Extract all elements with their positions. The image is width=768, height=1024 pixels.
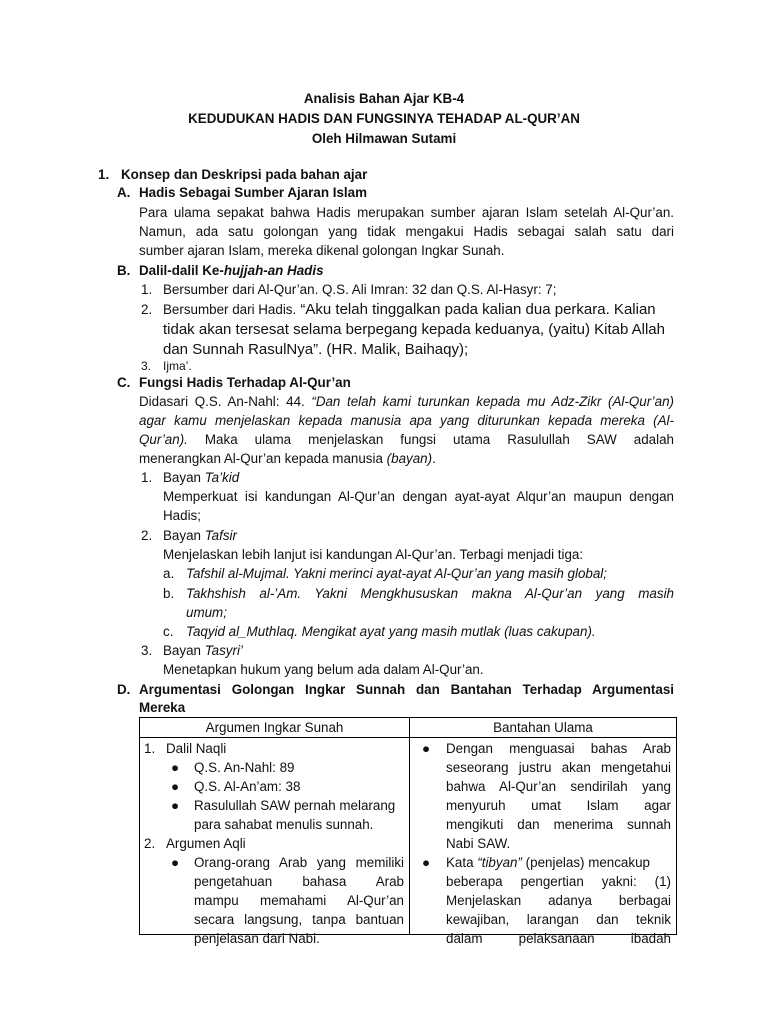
paragraph-c-line-1 [139, 392, 674, 411]
bantahan-1-line-3: bahwa Al-Qur’an sendirilah yang [446, 779, 671, 794]
paragraph-c-line-2: agar kamu menjelaskan kepada manusia apa yang diturunkan kepada mereka (Al- [139, 413, 674, 428]
sub-a-letter: a. [163, 566, 175, 581]
argumen-bullet-4-line-1: Orang-orang Arab yang memiliki [194, 855, 404, 870]
bantahan-1-line-6: Nabi SAW. [446, 836, 511, 851]
subsection-a-letter: A. [117, 185, 131, 200]
bantahan-2-line-1-c: (penjelas) mencakup [525, 855, 650, 870]
argumen-2-num: 2. [144, 836, 156, 851]
subsection-d-title-line-1: Argumentasi Golongan Ingkar Sunnah dan Bantahan Terhadap Argumentasi [139, 682, 674, 697]
argumen-bullet-3-line-1: Rasulullah SAW pernah melarang [194, 798, 396, 813]
argumen-bullet-2: Q.S. Al-An’am: 38 [194, 779, 301, 794]
bayan-2-desc: Menjelaskan lebih lanjut isi kandungan Al-Qur’an. Terbagi menjadi tiga: [163, 547, 584, 562]
bullet-icon: ● [422, 741, 431, 756]
bayan-1-num: 1. [141, 470, 153, 485]
bantahan-1-line-2: seseorang justru akan mengetahui [446, 760, 671, 775]
bayan-1-title-a: Bayan [163, 470, 201, 485]
list-b-2-quote-a: “Aku telah tinggalkan pada kalian dua perkara. Kalian [300, 301, 656, 318]
bantahan-2-line-5: dalam pelaksanaan ibadah [446, 931, 671, 946]
paragraph-a-line-3: sumber ajaran Islam, mereka dikenal golongan Ingkar Sunah. [139, 243, 505, 258]
bantahan-2-line-1 [446, 853, 650, 872]
subsection-b-title-a: Dalil-dalil Ke- [139, 263, 224, 278]
bayan-1-title-b: Ta’kid [204, 470, 240, 485]
argumen-2-heading: Argumen Aqli [166, 836, 246, 851]
sub-a-text: Tafshil al-Mujmal. Yakni merinci ayat-ayat Al-Qur’an yang masih global; [186, 566, 607, 581]
bullet-icon: ● [171, 855, 180, 870]
table-header-argumen: Argumen Ingkar Sunah [140, 718, 410, 738]
list-b-3-text: Ijma’. [163, 359, 192, 373]
sub-b-letter: b. [163, 586, 175, 601]
paragraph-c-line-1-a: Didasari Q.S. An-Nahl: 44. [139, 394, 305, 409]
bayan-2-title-a: Bayan [163, 528, 201, 543]
bayan-3-title [163, 641, 243, 660]
argument-table [139, 717, 677, 946]
argumen-bullet-4-line-2: pengetahuan bahasa Arab [194, 874, 404, 889]
paragraph-c-line-3 [139, 430, 674, 449]
header-line-1: Analisis Bahan Ajar KB-4 [303, 91, 465, 106]
paragraph-a-line-2: Namun, ada satu golongan yang tidak mengakui Hadis sebagai salah satu dari [139, 224, 674, 239]
subsection-b-title [139, 261, 324, 280]
header-line-2: KEDUDUKAN HADIS DAN FUNGSINYA TEHADAP AL-QUR’AN [188, 111, 580, 126]
paragraph-c-line-4-c: . [432, 451, 436, 466]
argumen-cell [140, 738, 410, 946]
bantahan-2-line-1-b: “tibyan” [477, 855, 522, 870]
list-b-1-num: 1. [141, 282, 153, 297]
paragraph-c-line-4-b: (bayan) [386, 451, 433, 466]
bantahan-2-line-3: Menjelaskan adanya berbagai [446, 893, 671, 908]
bantahan-1-line-5: mengikuti dan menerima sunnah [446, 817, 671, 832]
bullet-icon: ● [171, 760, 180, 775]
list-b-2-quote-c: dan Sunnah RasulNya”. (HR. Malik, Baihaqy); [163, 341, 469, 358]
bullet-icon: ● [171, 798, 180, 813]
sub-b-text-line-1: Takhshish al-’Am. Yakni Mengkhususkan makna Al-Qur’an yang masih [186, 586, 674, 601]
list-b-2-text-a: Bersumber dari Hadis. [163, 302, 297, 317]
table-row [140, 738, 677, 935]
argumen-bullet-4-line-3: mampu memahami Al-Qur’an [194, 893, 404, 908]
bayan-3-title-a: Bayan [163, 643, 201, 658]
bantahan-2-line-4: kewajiban, larangan dan teknik [446, 912, 671, 927]
list-b-2-quote-b: tidak akan tersesat selama berpegang kepada keduanya, (yaitu) Kitab Allah [163, 321, 665, 338]
sub-b-text-line-2: umum; [186, 605, 227, 620]
section-number: 1. [98, 167, 110, 182]
list-b-2-text [163, 300, 656, 319]
argumen-bullet-4-line-5: penjelasan dari Nabi. [194, 931, 320, 946]
bantahan-1-line-1: Dengan menguasai bahas Arab [446, 741, 671, 756]
argumen-1-num: 1. [144, 741, 156, 756]
argumen-bullet-1: Q.S. An-Nahl: 89 [194, 760, 295, 775]
bullet-icon: ● [171, 779, 180, 794]
bayan-1-desc-line-1: Memperkuat isi kandungan Al-Qur’an dengan ayat-ayat Alqur’an maupun dengan [163, 489, 674, 504]
list-b-3-num: 3. [141, 359, 152, 373]
subsection-b-letter: B. [117, 263, 131, 278]
bayan-1-title [163, 468, 239, 487]
paragraph-a-line-1: Para ulama sepakat bahwa Hadis merupakan sumber ajaran Islam setelah Al-Qur’an. [139, 205, 674, 220]
paragraph-c-line-3-a: Qur’an). [139, 432, 188, 447]
bayan-3-num: 3. [141, 643, 153, 658]
bayan-3-title-b: Tasyri’ [204, 643, 243, 658]
sub-c-letter: c. [163, 624, 174, 639]
argumen-1-heading: Dalil Naqli [166, 741, 227, 756]
bayan-1-desc-line-2: Hadis; [163, 508, 201, 523]
header-line-3: Oleh Hilmawan Sutami [311, 131, 457, 146]
bantahan-2-line-2: beberapa pengertian yakni: (1) [446, 874, 671, 889]
argumen-bullet-4-line-4: secara langsung, tanpa bantuan [194, 912, 404, 927]
bantahan-1-line-4: menyuruh umat Islam agar [446, 798, 671, 813]
list-b-1-text: Bersumber dari Al-Qur’an. Q.S. Ali Imran: 32 dan Q.S. Al-Hasyr: 7; [163, 282, 557, 297]
bantahan-2-line-1-a: Kata [446, 855, 474, 870]
subsection-c-letter: C. [117, 375, 131, 390]
paragraph-c-line-1-b: “Dan telah kami turunkan kepada mu Adz-Zikr (Al-Qur’an) [311, 394, 674, 409]
document-header [0, 89, 768, 149]
bayan-2-num: 2. [141, 528, 153, 543]
paragraph-c-line-3-b: Maka ulama menjelaskan fungsi utama Rasulullah SAW adalah [204, 432, 674, 447]
sub-c-text: Taqyid al_Muthlaq. Mengikat ayat yang masih mutlak (luas cakupan). [186, 624, 596, 639]
bayan-3-desc: Menetapkan hukum yang belum ada dalam Al-Qur’an. [163, 662, 484, 677]
list-b-2-num: 2. [141, 302, 153, 317]
paragraph-c-line-4 [139, 449, 436, 468]
table-header-bantahan: Bantahan Ulama [410, 718, 677, 738]
bayan-2-title-b: Tafsir [204, 528, 237, 543]
subsection-c-title: Fungsi Hadis Terhadap Al-Qur’an [139, 375, 351, 390]
subsection-b-title-b: hujjah-an Hadis [223, 263, 324, 278]
subsection-d-letter: D. [117, 682, 131, 697]
bayan-2-title [163, 526, 237, 545]
bullet-icon: ● [422, 855, 431, 870]
argumen-bullet-3-line-2: para sahabat menulis sunnah. [194, 817, 374, 832]
section-title: Konsep dan Deskripsi pada bahan ajar [121, 167, 368, 182]
subsection-a-title: Hadis Sebagai Sumber Ajaran Islam [139, 185, 367, 200]
subsection-d-title-line-2: Mereka [139, 700, 186, 715]
bantahan-cell [410, 738, 677, 946]
paragraph-c-line-4-a: menerangkan Al-Qur’an kepada manusia [139, 451, 383, 466]
table-header-row [140, 718, 677, 738]
